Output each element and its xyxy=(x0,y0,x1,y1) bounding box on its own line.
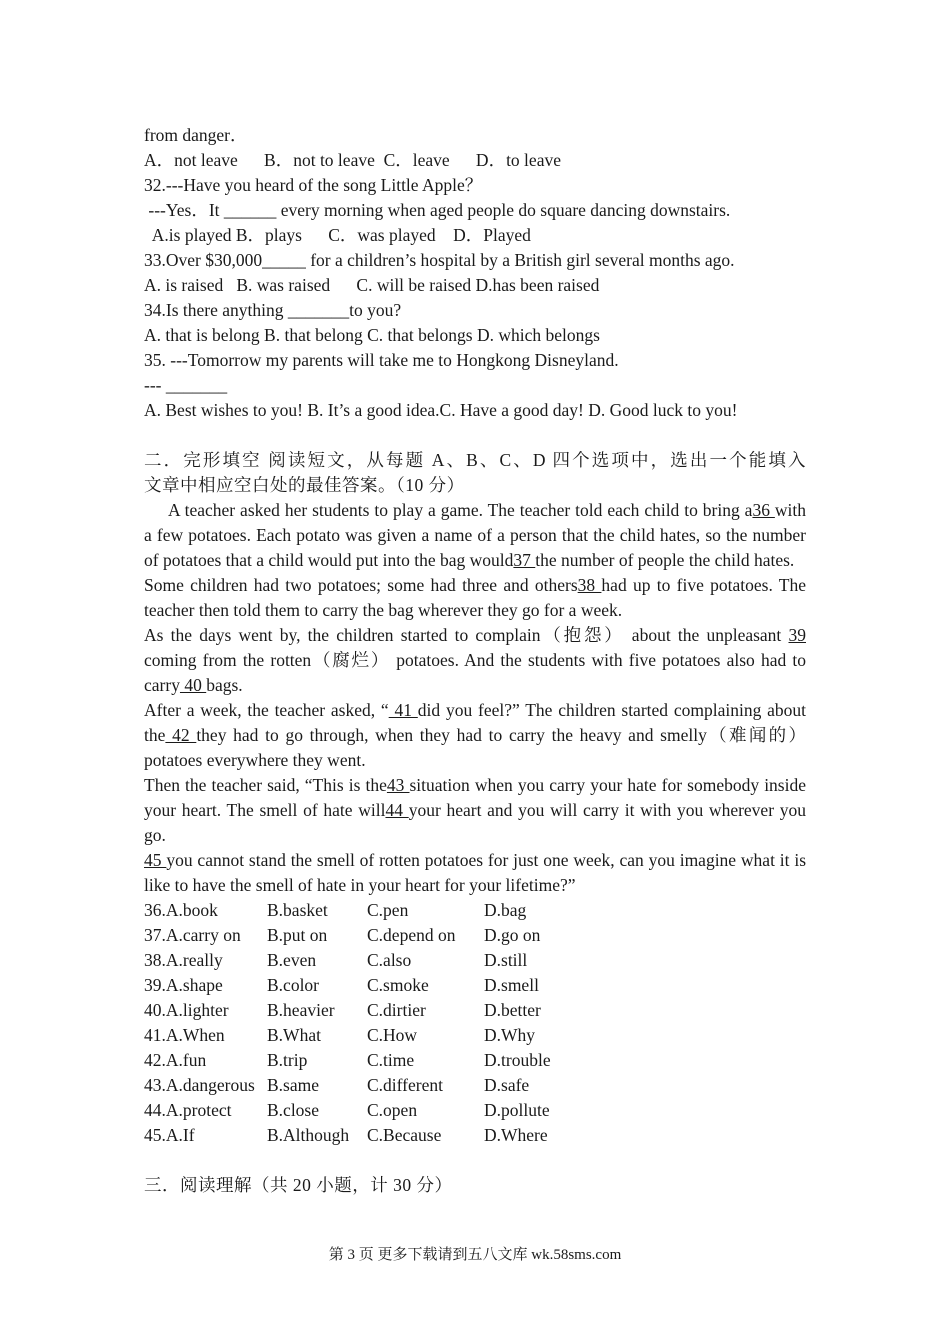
passage-text: you cannot stand the smell of rotten potatoes for just one week, can you imagine what it is like to have the smell of hate in your heart for your lifetime?” xyxy=(144,850,807,895)
option-c: C.pen xyxy=(367,900,409,920)
question-34-options: A. that is belong B. that belong C. that belongs D. which belongs xyxy=(144,325,600,345)
blank-41: 41 xyxy=(388,700,418,720)
option-a: 41.A.When xyxy=(144,1025,225,1045)
option-row-42 xyxy=(144,1048,806,1073)
passage-text: Some children had two potatoes; some had three and others xyxy=(144,575,578,595)
blank-44: 44 xyxy=(385,800,409,820)
option-c: C.different xyxy=(367,1075,443,1095)
option-b: B.Although xyxy=(267,1125,350,1145)
spacer xyxy=(144,1148,806,1173)
option-a: 38.A.really xyxy=(144,950,223,970)
option-row-37 xyxy=(144,923,806,948)
blank-37: 37 xyxy=(513,550,536,570)
option-b: B.color xyxy=(267,975,320,995)
section-2-heading-cont: 文章中相应空白处的最佳答案。（10 分） xyxy=(144,475,465,495)
passage-paragraph-1 xyxy=(144,498,806,573)
options-list xyxy=(144,898,806,1148)
option-d: D.still xyxy=(484,950,528,970)
option-b: B.What xyxy=(267,1025,321,1045)
passage-text: bags. xyxy=(206,675,243,695)
blank-42: 42 xyxy=(165,725,197,745)
passage-text: had up to five potatoes. The teacher then told them to carry the bag wherever they go for a week. xyxy=(144,575,806,620)
question-35-options: A. Best wishes to you! B. It’s a good idea.C. Have a good day! D. Good luck to you! xyxy=(144,400,738,420)
option-d: D.bag xyxy=(484,900,527,920)
passage-text: did you feel?” The children started complaining about the xyxy=(144,700,806,745)
option-d: D.pollute xyxy=(484,1100,550,1120)
option-d: D.better xyxy=(484,1000,541,1020)
passage-text: your heart and you will carry it with you wherever you go. xyxy=(144,800,806,845)
option-row-41 xyxy=(144,1023,806,1048)
option-a: 43.A.dangerous xyxy=(144,1075,255,1095)
option-d: D.Where xyxy=(484,1125,548,1145)
spacer xyxy=(144,423,806,448)
option-d: D.safe xyxy=(484,1075,530,1095)
option-c: C.smoke xyxy=(367,975,429,995)
option-c: C.How xyxy=(367,1025,418,1045)
option-d: D.Why xyxy=(484,1025,536,1045)
option-c: C.also xyxy=(367,950,412,970)
passage-text: After a week, the teacher asked, “ xyxy=(144,700,389,720)
option-b: B.same xyxy=(267,1075,320,1095)
passage-text: Then the teacher said, “This is the xyxy=(144,775,387,795)
option-a: 42.A.fun xyxy=(144,1050,207,1070)
option-c: C.Because xyxy=(367,1125,442,1145)
option-row-36 xyxy=(144,898,806,923)
passage-paragraph-5 xyxy=(144,773,806,848)
option-b: B.basket xyxy=(267,900,328,920)
option-a: 45.A.If xyxy=(144,1125,195,1145)
option-c: C.time xyxy=(367,1050,415,1070)
option-c: C.open xyxy=(367,1100,418,1120)
blank-39: 39 xyxy=(788,625,806,645)
option-row-44 xyxy=(144,1098,806,1123)
passage-text: A teacher asked her students to play a game. The teacher told each child to bring a xyxy=(168,500,753,520)
option-b: B.even xyxy=(267,950,317,970)
section-3-heading: 三．阅读理解（共 20 小题，计 30 分） xyxy=(144,1175,453,1195)
question-34-stem: 34.Is there anything _______to you? xyxy=(144,300,402,320)
option-b: B.trip xyxy=(267,1050,308,1070)
passage-paragraph-6 xyxy=(144,848,806,898)
option-b: B.close xyxy=(267,1100,320,1120)
option-a: 37.A.carry on xyxy=(144,925,241,945)
passage-paragraph-4 xyxy=(144,698,806,773)
passage-text: they had to go through, when they had to carry the heavy and smelly（难闻的） potatoes everywhere they went. xyxy=(144,725,806,770)
option-a: 39.A.shape xyxy=(144,975,223,995)
question-33-stem: 33.Over $30,000_____ for a children’s hospital by a British girl several months ago. xyxy=(144,250,735,270)
passage-paragraph-2 xyxy=(144,573,806,623)
text-line: from danger． xyxy=(144,125,248,145)
option-b: B.put on xyxy=(267,925,328,945)
passage-text: with a few potatoes. Each potato was given a name of a person that the child hates, so the number of potatoes that a child would put into the bag would xyxy=(144,500,806,570)
option-d: D.go on xyxy=(484,925,541,945)
option-c: C.dirtier xyxy=(367,1000,426,1020)
question-35-reply: --- _______ xyxy=(144,375,228,395)
question-32-reply: ---Yes．It ______ every morning when aged people do square dancing downstairs. xyxy=(144,200,731,220)
question-33-options: A. is raised B. was raised C. will be raised D.has been raised xyxy=(144,275,600,295)
passage-text: coming from the rotten（腐烂） potatoes. And the students with five potatoes also had to carry xyxy=(144,650,806,695)
blank-40: 40 xyxy=(179,675,207,695)
blank-38: 38 xyxy=(577,575,602,595)
option-row-39 xyxy=(144,973,806,998)
option-row-38 xyxy=(144,948,806,973)
question-31-options: A．not leave B．not to leave C．leave D．to leave xyxy=(144,150,561,170)
passage-text: As the days went by, the children started to complain（抱怨） about the unpleasant xyxy=(144,625,789,645)
blank-36: 36 xyxy=(752,500,775,520)
blank-45: 45 xyxy=(144,850,167,870)
option-row-43 xyxy=(144,1073,806,1098)
option-a: 44.A.protect xyxy=(144,1100,232,1120)
question-32-stem: 32.---Have you heard of the song Little Apple？ xyxy=(144,175,483,195)
option-c: C.depend on xyxy=(367,925,456,945)
option-a: 36.A.book xyxy=(144,900,218,920)
option-d: D.trouble xyxy=(484,1050,551,1070)
option-d: D.smell xyxy=(484,975,539,995)
section-2-heading: 二．完形填空 阅读短文，从每题 A、B、C、D 四个选项中，选出一个能填入 xyxy=(144,450,806,470)
question-35-stem: 35. ---Tomorrow my parents will take me to Hongkong Disneyland. xyxy=(144,350,619,370)
page-footer: 第 3 页 更多下载请到五八文库 wk.58sms.com xyxy=(328,1247,622,1263)
page-content xyxy=(144,123,806,1198)
passage-text: the number of people the child hates. xyxy=(535,550,795,570)
option-row-40 xyxy=(144,998,806,1023)
option-row-45 xyxy=(144,1123,806,1148)
option-a: 40.A.lighter xyxy=(144,1000,229,1020)
question-32-options: A.is played B．plays C．was played D．Played xyxy=(144,225,531,245)
blank-43: 43 xyxy=(386,775,410,795)
option-b: B.heavier xyxy=(267,1000,335,1020)
passage-text: situation when you carry your hate for somebody inside your heart. The smell of hate will xyxy=(144,775,806,820)
passage-paragraph-3 xyxy=(144,623,806,698)
